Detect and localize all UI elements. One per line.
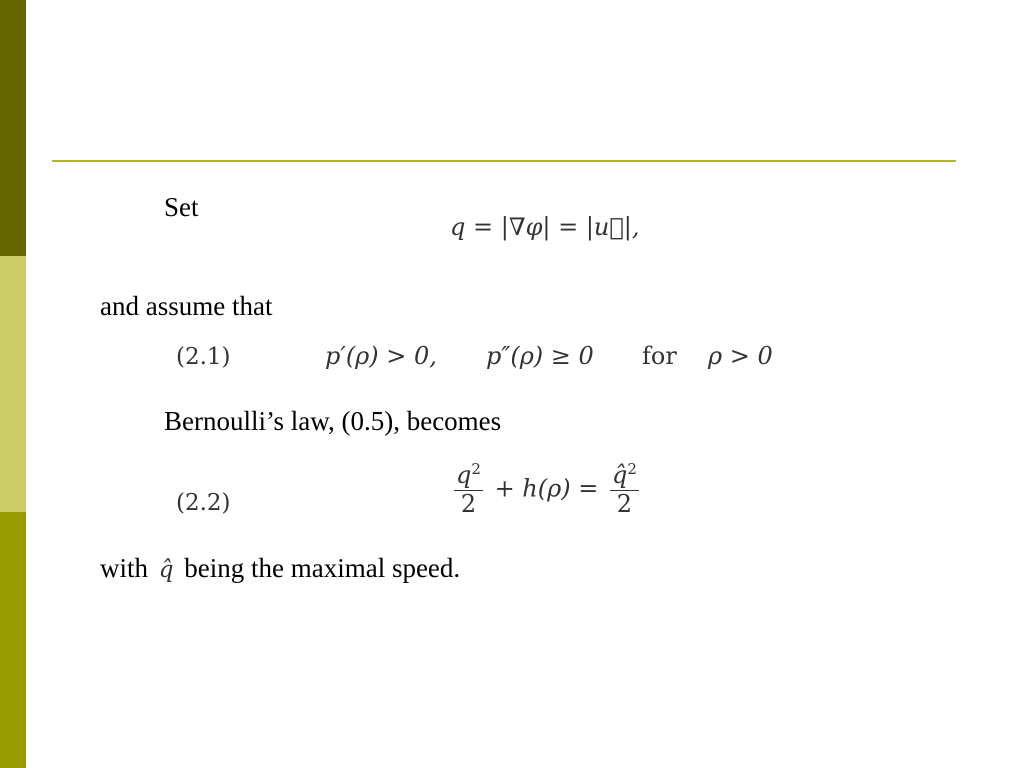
title-divider-rule	[52, 160, 956, 162]
with-rest: being the maximal speed.	[184, 553, 461, 583]
equation-2-2-body	[450, 462, 643, 518]
qhat-symbol: q̂	[158, 557, 174, 583]
max-speed-sentence	[100, 555, 460, 582]
equation-2-1-part1: p′(ρ) > 0,	[325, 342, 437, 370]
equation-2-1-for: for	[642, 342, 677, 370]
sidebar-accent-middle	[0, 256, 26, 512]
equation-number-2-2: (2.2)	[176, 490, 231, 516]
lhs-denominator: 2	[460, 489, 477, 518]
with-word: with	[100, 553, 149, 583]
lhs-exponent: 2	[471, 460, 481, 478]
fraction-q-squared-over-2	[454, 462, 483, 518]
equation-q-definition: q = |∇φ| = |u⃗|,	[450, 213, 640, 241]
sidebar-accent-bottom	[0, 512, 26, 768]
equation-number-2-1: (2.1)	[176, 344, 231, 370]
equation-2-2-middle: + h(ρ) =	[494, 474, 599, 503]
fraction-qhat-squared-over-2	[610, 462, 639, 518]
rhs-exponent: 2	[627, 460, 637, 478]
lhs-numerator: q	[456, 461, 472, 489]
sidebar-accent-top	[0, 0, 26, 256]
rhs-numerator: q̂	[611, 461, 628, 489]
equation-2-1-part2: p″(ρ) ≥ 0	[486, 342, 594, 370]
equation-2-1-condition: ρ > 0	[708, 342, 773, 370]
assume-text: and assume that	[100, 291, 273, 321]
bernoulli-text: Bernoulli’s law, (0.5), becomes	[164, 406, 502, 436]
set-label: Set	[164, 192, 199, 222]
rhs-denominator: 2	[616, 489, 633, 518]
